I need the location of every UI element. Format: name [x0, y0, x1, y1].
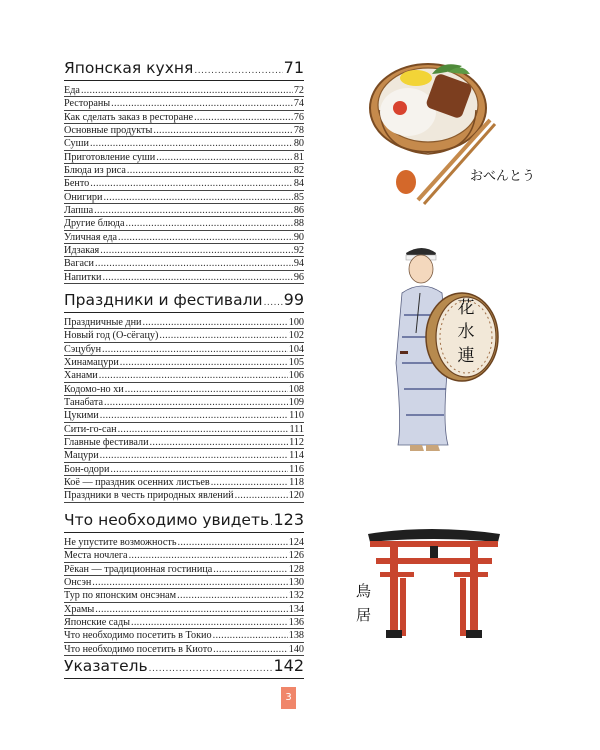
bento-illustration — [360, 50, 560, 215]
toc-entry[interactable] — [64, 423, 304, 436]
toc-entry[interactable] — [64, 369, 304, 382]
entry-page: 120 — [288, 490, 304, 502]
taiko-drum-icon — [426, 293, 498, 381]
torii-caption-2: 居 — [356, 606, 372, 624]
drum-kanji-1: 花 — [457, 298, 475, 318]
leader-dots — [103, 191, 292, 204]
entry-page: 132 — [288, 590, 304, 602]
entry-title: Лапша — [64, 205, 94, 217]
leader-dots — [159, 329, 287, 342]
toc-entry[interactable] — [64, 244, 304, 257]
drum-kanji-3: 連 — [457, 346, 475, 366]
toc-entry[interactable] — [64, 643, 304, 656]
entry-title: Места ночлега — [64, 550, 128, 562]
entry-page: 74 — [293, 98, 304, 110]
toc-section-festivals — [64, 290, 304, 503]
entry-title: Кодомо-но хи — [64, 383, 124, 395]
leader-dots — [90, 177, 293, 190]
entry-title: Праздники в честь природных явлений — [64, 490, 234, 502]
page-number-badge: 3 — [281, 687, 296, 709]
leader-dots — [177, 536, 287, 549]
leader-dots — [213, 643, 288, 656]
entry-title: Новый год (О-сёгацу) — [64, 330, 159, 342]
leader-dots — [81, 84, 293, 97]
entry-page: 114 — [289, 450, 304, 462]
entry-title: Японские сады — [64, 617, 130, 629]
leader-dots — [264, 293, 283, 313]
leader-dots — [142, 316, 287, 329]
leader-dots — [127, 164, 293, 177]
entry-title: Идзакая — [64, 245, 100, 257]
toc-items — [64, 536, 304, 656]
toc-items — [64, 84, 304, 284]
entry-title: Коё — праздник осенних листьев — [64, 477, 210, 489]
leader-dots — [150, 436, 289, 449]
entry-page: 92 — [293, 245, 304, 257]
toc-section-food — [64, 58, 304, 284]
toc-entry[interactable] — [64, 97, 304, 110]
leader-dots — [92, 576, 287, 589]
toc-section-sights — [64, 510, 304, 656]
leader-dots — [102, 343, 288, 356]
entry-title: Другие блюда — [64, 218, 125, 230]
entry-page: 82 — [293, 165, 304, 177]
leader-dots — [94, 204, 293, 217]
section-page: 99 — [283, 290, 304, 309]
entry-title: Сэцубун — [64, 343, 102, 355]
entry-title: Рестораны — [64, 98, 111, 110]
leader-dots — [156, 151, 293, 164]
leader-dots — [177, 589, 288, 602]
toc-entry[interactable] — [64, 191, 304, 204]
section-page: 71 — [283, 58, 304, 77]
section-page: 142 — [273, 656, 304, 675]
entry-page: 108 — [288, 383, 304, 395]
entry-page: 111 — [289, 423, 304, 435]
toc-items — [64, 316, 304, 503]
entry-page: 96 — [293, 271, 304, 283]
entry-page: 104 — [288, 343, 304, 355]
toc-entry[interactable] — [64, 231, 304, 244]
entry-title: Мацури — [64, 450, 99, 462]
toc-entry[interactable] — [64, 603, 304, 616]
toc-entry[interactable] — [64, 271, 304, 284]
chopstick-rest-icon — [396, 170, 416, 194]
entry-title: Что необходимо посетить в Токио — [64, 630, 212, 642]
entry-page: 126 — [288, 550, 304, 562]
entry-page: 80 — [293, 138, 304, 150]
toc-entry[interactable] — [64, 111, 304, 124]
entry-title: Бон-одори — [64, 463, 110, 475]
section-title: Что необходимо увидеть — [64, 511, 270, 529]
entry-title: Онсэн — [64, 577, 92, 589]
toc-entry[interactable] — [64, 343, 304, 356]
toc-entry[interactable] — [64, 563, 304, 576]
leader-dots — [95, 603, 287, 616]
section-title: Японская кухня — [64, 59, 194, 77]
toc-entry[interactable] — [64, 151, 304, 164]
section-title: Указатель — [64, 657, 148, 675]
leader-dots — [211, 476, 288, 489]
entry-page: 116 — [289, 463, 304, 475]
entry-title: Главные фестивали — [64, 437, 149, 449]
toc-entry[interactable] — [64, 409, 304, 422]
drumstick-icon — [400, 351, 408, 354]
toc-entry[interactable] — [64, 436, 304, 449]
entry-page: 76 — [293, 111, 304, 123]
entry-title: Цукими — [64, 410, 99, 422]
leader-dots — [194, 61, 282, 81]
toc-entry[interactable] — [64, 629, 304, 642]
section-page: 123 — [273, 510, 304, 529]
leader-dots — [126, 217, 293, 230]
torii-caption-1: 鳥 — [356, 582, 372, 600]
toc-section-index — [64, 656, 304, 679]
entry-page: 100 — [288, 317, 304, 328]
entry-page: 110 — [289, 410, 304, 422]
leader-dots — [235, 489, 288, 502]
leader-dots — [110, 463, 288, 476]
leader-dots — [125, 383, 288, 396]
entry-title: Не упустите возможность — [64, 537, 177, 548]
leader-dots — [131, 616, 288, 629]
section-heading[interactable] — [64, 510, 304, 533]
toc-entry[interactable] — [64, 383, 304, 396]
entry-page: 88 — [293, 218, 304, 230]
entry-title: Уличная еда — [64, 231, 118, 243]
entry-page: 118 — [289, 477, 304, 489]
entry-page: 105 — [288, 357, 304, 369]
entry-page: 106 — [288, 370, 304, 382]
entry-page: 78 — [293, 125, 304, 137]
entry-page: 94 — [293, 258, 304, 270]
leader-dots — [213, 563, 287, 576]
entry-page: 85 — [293, 191, 304, 203]
entry-title: Напитки — [64, 271, 102, 283]
toc-entry[interactable] — [64, 329, 304, 342]
toc-entry[interactable] — [64, 137, 304, 150]
egg-icon — [400, 70, 432, 86]
leader-dots — [194, 111, 293, 124]
toc-entry[interactable] — [64, 463, 304, 476]
entry-page: 136 — [288, 617, 304, 629]
leader-dots — [95, 257, 293, 270]
entry-page: 102 — [288, 330, 304, 342]
toc-entry[interactable] — [64, 476, 304, 489]
leader-dots — [111, 97, 293, 110]
leader-dots — [103, 271, 293, 284]
umeboshi-icon — [393, 101, 407, 115]
bento-caption: おべんとう — [470, 169, 536, 184]
entry-page: 130 — [288, 577, 304, 589]
entry-page: 86 — [293, 205, 304, 217]
toc-entry[interactable] — [64, 356, 304, 369]
toc-entry[interactable] — [64, 84, 304, 97]
toc-entry[interactable] — [64, 449, 304, 462]
section-heading[interactable] — [64, 290, 304, 313]
section-heading[interactable] — [64, 58, 304, 81]
toc-entry[interactable] — [64, 396, 304, 409]
entry-title: Суши — [64, 138, 89, 150]
leader-dots — [104, 396, 288, 409]
drum-kanji-2: 水 — [457, 322, 475, 342]
entry-title: Приготовление суши — [64, 151, 156, 163]
entry-page: 90 — [293, 231, 304, 243]
entry-title: Что необходимо посетить в Киото — [64, 643, 213, 655]
entry-page: 109 — [288, 397, 304, 409]
toc-entry[interactable] — [64, 589, 304, 602]
toc-entry[interactable] — [64, 536, 304, 549]
entry-title: Сити-го-сан — [64, 423, 117, 435]
entry-page: 134 — [288, 603, 304, 615]
entry-title: Бенто — [64, 178, 90, 190]
entry-title: Блюда из риса — [64, 165, 126, 177]
leader-dots — [213, 629, 288, 642]
entry-title: Как сделать заказ в ресторане — [64, 111, 194, 123]
entry-page: 112 — [289, 437, 304, 449]
bento-box — [370, 64, 486, 154]
leader-dots — [100, 244, 293, 257]
entry-page: 128 — [288, 563, 304, 575]
entry-page: 84 — [293, 178, 304, 190]
toc-entry[interactable] — [64, 576, 304, 589]
toc-entry[interactable] — [64, 549, 304, 562]
leader-dots — [149, 659, 273, 679]
entry-page: 124 — [288, 537, 304, 548]
entry-page: 140 — [288, 643, 304, 655]
leader-dots — [270, 513, 272, 533]
toc-entry[interactable] — [64, 217, 304, 230]
leader-dots — [100, 449, 288, 462]
section-title: Праздники и фестивали — [64, 291, 263, 309]
leader-dots — [100, 409, 288, 422]
toc-entry[interactable] — [64, 204, 304, 217]
leader-dots — [120, 356, 288, 369]
entry-title: Основные продукты — [64, 125, 153, 137]
leader-dots — [153, 124, 292, 137]
entry-title: Танабата — [64, 397, 104, 409]
entry-title: Ханами — [64, 370, 98, 382]
toc-entry[interactable] — [64, 257, 304, 270]
leader-dots — [99, 369, 288, 382]
leader-dots — [118, 231, 293, 244]
toc-entry[interactable] — [64, 124, 304, 137]
entry-title: Онигири — [64, 191, 103, 203]
entry-title: Праздничные дни — [64, 317, 142, 328]
toc-entry[interactable] — [64, 616, 304, 629]
entry-title: Хинамацури — [64, 357, 119, 369]
entry-page: 81 — [293, 151, 304, 163]
toc-entry[interactable] — [64, 164, 304, 177]
entry-title: Еда — [64, 85, 80, 96]
entry-page: 72 — [293, 85, 304, 96]
torii-illustration — [350, 520, 510, 640]
section-heading[interactable] — [64, 656, 304, 679]
entry-title: Рёкан — традиционная гостиница — [64, 563, 213, 575]
entry-page: 138 — [288, 630, 304, 642]
torii-gate-icon — [368, 529, 500, 638]
entry-title: Храмы — [64, 603, 95, 615]
leader-dots — [129, 549, 288, 562]
toc-entry[interactable] — [64, 489, 304, 502]
toc-entry[interactable] — [64, 316, 304, 329]
drummer-illustration — [392, 245, 502, 460]
leader-dots — [118, 423, 289, 436]
leader-dots — [90, 137, 293, 150]
toc-entry[interactable] — [64, 177, 304, 190]
entry-title: Тур по японским онсэнам — [64, 590, 177, 602]
entry-title: Вагаси — [64, 258, 94, 270]
